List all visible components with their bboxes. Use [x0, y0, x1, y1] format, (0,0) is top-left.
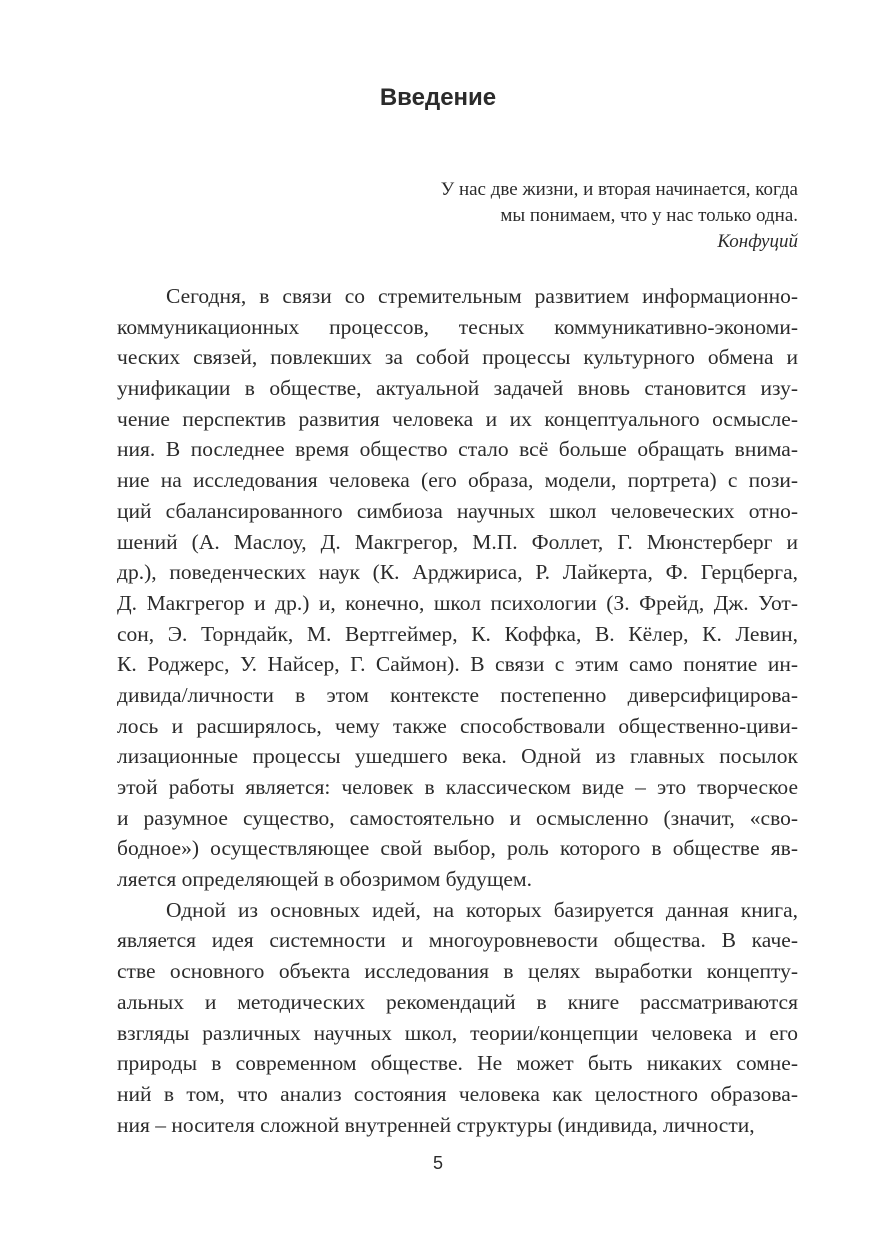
paragraph-line: ний в том, что анализ состояния человека как целостного образова- — [117, 1081, 798, 1106]
body-text — [117, 281, 798, 1140]
paragraph-line: ние на исследования человека (его образа, модели, портрета) с пози- — [117, 468, 798, 493]
paragraph-line: этой работы является: человек в классическом виде – это творческое — [117, 775, 798, 799]
paragraph — [117, 895, 798, 1141]
paragraph-line: коммуникационных процессов, тесных коммуникативно-экономи- — [117, 314, 798, 339]
paragraph-line: ческих связей, повлекших за собой процессы культурного обмена и — [117, 345, 798, 370]
paragraph-line: ния. В последнее время общество стало всё больше обращать внима- — [117, 437, 798, 462]
paragraph — [117, 281, 798, 895]
page-number: 5 — [432, 1153, 443, 1173]
paragraph-line: лизационные процессы ушедшего века. Одной из главных посылок — [117, 744, 798, 769]
paragraph-line: ляется определяющей в обозримом будущем. — [117, 867, 532, 892]
page-title: Введение — [379, 84, 497, 111]
paragraph-line: Д. Макгрегор и др.) и, конечно, школ психологии (З. Фрейд, Дж. Уот- — [117, 590, 798, 615]
paragraph-line: лось и расширялось, чему также способствовали общественно-циви- — [117, 713, 798, 738]
epigraph-line: мы понимаем, что у нас только одна. — [500, 205, 798, 226]
paragraph-line: стве основного объекта исследования в целях выработки концепту- — [117, 959, 798, 984]
paragraph-line: Сегодня, в связи со стремительным развитием информационно- — [166, 284, 798, 308]
paragraph-line: бодное») осуществляющее свой выбор, роль которого в обществе яв- — [117, 836, 798, 861]
paragraph-line: природы в современном обществе. Не может быть никаких сомне- — [117, 1051, 798, 1076]
paragraph-line: чение перспектив развития человека и их концептуального осмысле- — [117, 406, 798, 431]
paragraph-line: альных и методических рекомендаций в книге рассматриваются — [117, 989, 798, 1014]
epigraph — [330, 177, 798, 255]
paragraph-line: др.), поведенческих наук (К. Арджириса, Р. Лайкерта, Ф. Герцберга, — [117, 560, 798, 585]
paragraph-line: дивида/личности в этом контексте постепенно диверсифицирова- — [117, 682, 798, 707]
paragraph-line: унификации в обществе, актуальной задачей вновь становится изу- — [117, 376, 798, 401]
paragraph-line: К. Роджерс, У. Найсер, Г. Саймон). В связи с этим само понятие ин- — [117, 652, 798, 677]
paragraph-line: и разумное существо, самостоятельно и осмысленно (значит, «сво- — [117, 805, 798, 830]
paragraph-line: шений (А. Маслоу, Д. Макгрегор, М.П. Фоллет, Г. Мюнстерберг и — [117, 529, 798, 554]
paragraph-line: взгляды различных научных школ, теории/концепции человека и его — [117, 1020, 798, 1045]
paragraph-line: является идея системности и многоуровневости общества. В каче- — [117, 928, 798, 953]
paragraph-line: Одной из основных идей, на которых базируется данная книга, — [166, 897, 798, 922]
epigraph-author: Конфуций — [717, 231, 798, 252]
paragraph-line: ций сбалансированного симбиоза научных школ человеческих отно- — [117, 498, 798, 523]
epigraph-line: У нас две жизни, и вторая начинается, когда — [440, 179, 798, 200]
paragraph-line: сон, Э. Торндайк, М. Вертгеймер, К. Коффка, В. Кёлер, К. Левин, — [117, 621, 798, 646]
paragraph-line: ния – носителя сложной внутренней структуры (индивида, личности, — [117, 1112, 755, 1137]
